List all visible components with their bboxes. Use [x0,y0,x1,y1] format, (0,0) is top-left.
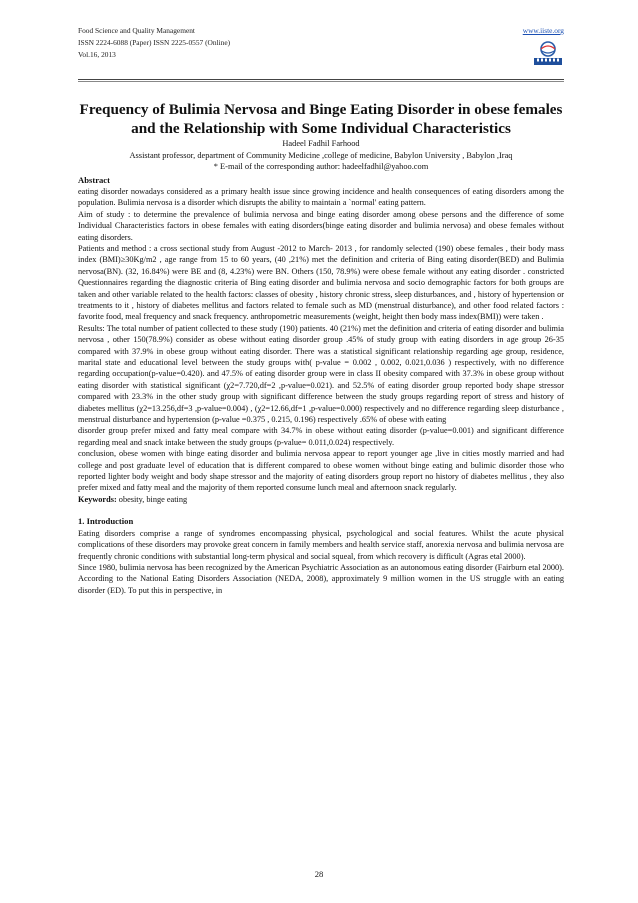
keywords-label: Keywords: [78,494,117,504]
introduction-paragraph: Eating disorders comprise a range of syndromes encompassing physical, psychological and social features. Whilst the acute physical complications of these disorders may provoke great concern in family members and health service staff, anorexia nervosa and bulimia nervosa are frequently chronic conditions with substantial long-term physical and social squeal, from which recovery is difficult (Agras etal 2000). [78,528,564,561]
paper-body [78,100,564,596]
abstract-heading: Abstract [78,174,110,185]
journal-name: Food Science and Quality Management [78,26,195,35]
abstract-methods: Patients and method : a cross sectional study from August -2012 to March- 2013 , for randomly selected (190) obese females , their body mass index (BMI)≥30Kg/m2 , age range from 15 to 60 years, (40 ,21%) met the definition and criteria of Bing eating disorder(BED) and Bulimia nervosa(BN). (32, 16.84%) were BE and (8, 4.23%) were BN. Others (150, 78.9%) were obese female without any eating disorder . constricted Questionnaires regarding the diagnostic criteria of Bing eating disorder and bulimia nervosa and socio demographic factors for both groups are taken and other variable related to the health factors: classes of obesity , history chronic stress, sleep disturbances, and , history of hypertension or treatments to it , history of diabetes mellitus and factors related to female such as MD (menstrual disturbance), and other food related factors : favorite food, meal frequency and snack frequency. anthropometric measurements (weight, height then body mass index(BMI)) were taken . [78,243,564,322]
abstract-aim: Aim of study : to determine the prevalence of bulimia nervosa and binge eating disorder among obese persons and the difference of some Individual Characteristics factors in obese females with eating disorders(binge eating disorder and bulimia nervosa) and obese females without eating disorders. [78,209,564,242]
introduction-paragraph-2: Since 1980, bulimia nervosa has been recognized by the American Psychiatric Association as an autonomous eating disorder (Fairburn etal 2000). According to the National Eating Disorders Association (NEDA, 2008), approximately 9 million women in the US struggle with an eating disorder (ED). To put this in perspective, in [78,562,564,595]
page-number: 28 [314,869,324,879]
journal-url-link[interactable]: www.iiste.org [522,26,564,35]
abstract-results-cont: disorder group prefer mixed and fatty meal compare with 34.7% in obese without eating disorder (p-value=0.001) and significant difference regarding meal and snack intake between the study groups (p-value= 0.011,0.024) respectively. [78,426,564,447]
keywords-text: obesity, binge eating [116,494,188,504]
abstract-paragraph: eating disorder nowadays considered as a primary health issue since growing incidence and health consequences of eating disorders among the population. Bulimia nervosa is a disorder which disrupts the ability to maintain a `normal' eating pattern. [78,186,564,208]
iiste-logo-icon [532,40,564,66]
section-gap [78,505,564,516]
abstract-conclusion: conclusion, obese women with binge eating disorder and bulimia nervosa appear to report younger age ,live in cities mostly married and had college and post graduate level of education that is different compared to obese women without binge eating and bulimic disorder those who reported lighter body weight and body shape stressor and the majority of eating disorders group report no history of diabetes mellitus , they also prefer mixed and fatty meal and the majority of them reported consume lunch meal and afternoon snack regularly. [78,449,564,493]
author-email: * E-mail of the corresponding author: hadeelfadhil@yahoo.com [213,162,429,171]
keywords-line [78,494,564,505]
introduction-heading: 1. Introduction [78,516,134,527]
volume-line: Vol.16, 2013 [78,50,116,59]
header-rule [78,79,564,80]
author-name: Hadeel Fadhil Farhood [282,139,360,148]
abstract-results: Results: The total number of patient collected to these study (190) patients. 40 (21%) met the definition and criteria of eating disorder and bulimia nervosa , other 150(78.9%) consider as obese without eating disorder group .45% of study group with eating disorders in age group 26-35 compared with 37.9% in obese group without eating disorder. There was a statistical significant relationship regarding age group, residence, marital state and educational level between the study groups with( p-value = 0.002 , 0.002, 0.021,0.036 ) respectively, with no difference regarding occupation(p-value=0.420). and 47.5% of eating disorder group were in class II obesity compared with 37.3% in obese group without eating disorder with statistical significant (χ2=7.720,df=2 ,p-value=0.021). and 52.5% of eating disorder group reported body shape stressor compared with 23.3% in the other study group with significant difference between the study groups regarding report of stress and history of diabetes mellitus (χ2=13.256,df=3 ,p-value=0.004) , (χ2=12.66,df=1 ,p-value=0.000) respectively and no difference regarding sleep disturbance , menstrual disturbance and hypertension (p-value =0.375 , 0.215, 0.196) respectively .65% of obese with eating [78,323,564,425]
author-affiliation: Assistant professor, department of Community Medicine ,college of medicine, Babylon University , Babylon ,Iraq [129,150,513,160]
issn-line: ISSN 2224-6088 (Paper) ISSN 2225-0557 (Online) [78,38,231,47]
paper-title: Frequency of Bulimia Nervosa and Binge Eating Disorder in obese females and the Relationship with Some Individual Characteristics [79,101,563,137]
journal-header [78,25,564,100]
header-rule-secondary [78,81,564,82]
